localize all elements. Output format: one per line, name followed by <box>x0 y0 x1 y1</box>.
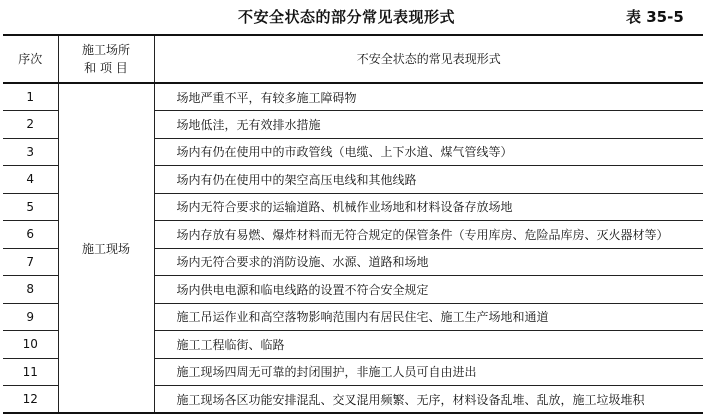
row-description: 施工工程临街、临路 <box>154 331 703 359</box>
row-description: 场地低洼，无有效排水措施 <box>154 111 703 139</box>
row-number: 3 <box>3 138 58 166</box>
table-row <box>3 83 703 111</box>
place-cell: 施工现场 <box>58 83 154 413</box>
row-number: 5 <box>3 193 58 221</box>
row-number: 12 <box>3 386 58 414</box>
row-description: 施工现场四周无可靠的封闭围护，非施工人员可自由进出 <box>154 358 703 386</box>
header-place-line2: 和 项 目 <box>84 61 128 75</box>
unsafe-state-table <box>3 34 703 414</box>
row-number: 11 <box>3 358 58 386</box>
row-number: 10 <box>3 331 58 359</box>
row-description: 场内有仍在使用中的市政管线（电缆、上下水道、煤气管线等） <box>154 138 703 166</box>
header-place <box>58 35 154 83</box>
row-description: 场内无符合要求的消防设施、水源、道路和场地 <box>154 248 703 276</box>
row-number: 8 <box>3 276 58 304</box>
row-description: 场内供电电源和临电线路的设置不符合安全规定 <box>154 276 703 304</box>
header-desc: 不安全状态的常见表现形式 <box>154 35 703 83</box>
table-body <box>3 83 703 413</box>
row-description: 场内无符合要求的运输道路、机械作业场地和材料设备存放场地 <box>154 193 703 221</box>
row-description: 场内有仍在使用中的架空高压电线和其他线路 <box>154 166 703 194</box>
row-description: 场内存放有易燃、爆炸材料而无符合规定的保管条件（专用库房、危险品库房、灭火器材等） <box>154 221 703 249</box>
table-number: 表 35-5 <box>626 8 684 26</box>
row-number: 6 <box>3 221 58 249</box>
row-number: 2 <box>3 111 58 139</box>
row-number: 7 <box>3 248 58 276</box>
row-number: 9 <box>3 303 58 331</box>
table-title: 不安全状态的部分常见表现形式 <box>238 8 456 26</box>
row-description: 场地严重不平，有较多施工障碍物 <box>154 83 703 111</box>
row-number: 1 <box>3 83 58 111</box>
header-seq: 序次 <box>3 35 58 83</box>
header-place-line1: 施工场所 <box>81 43 130 57</box>
header-row <box>3 35 703 83</box>
row-description: 施工现场各区功能安排混乱、交叉混用频繁、无序，材料设备乱堆、乱放，施工垃圾堆积 <box>154 386 703 414</box>
table-caption <box>0 0 707 32</box>
row-number: 4 <box>3 166 58 194</box>
row-description: 施工吊运作业和高空落物影响范围内有居民住宅、施工生产场地和通道 <box>154 303 703 331</box>
